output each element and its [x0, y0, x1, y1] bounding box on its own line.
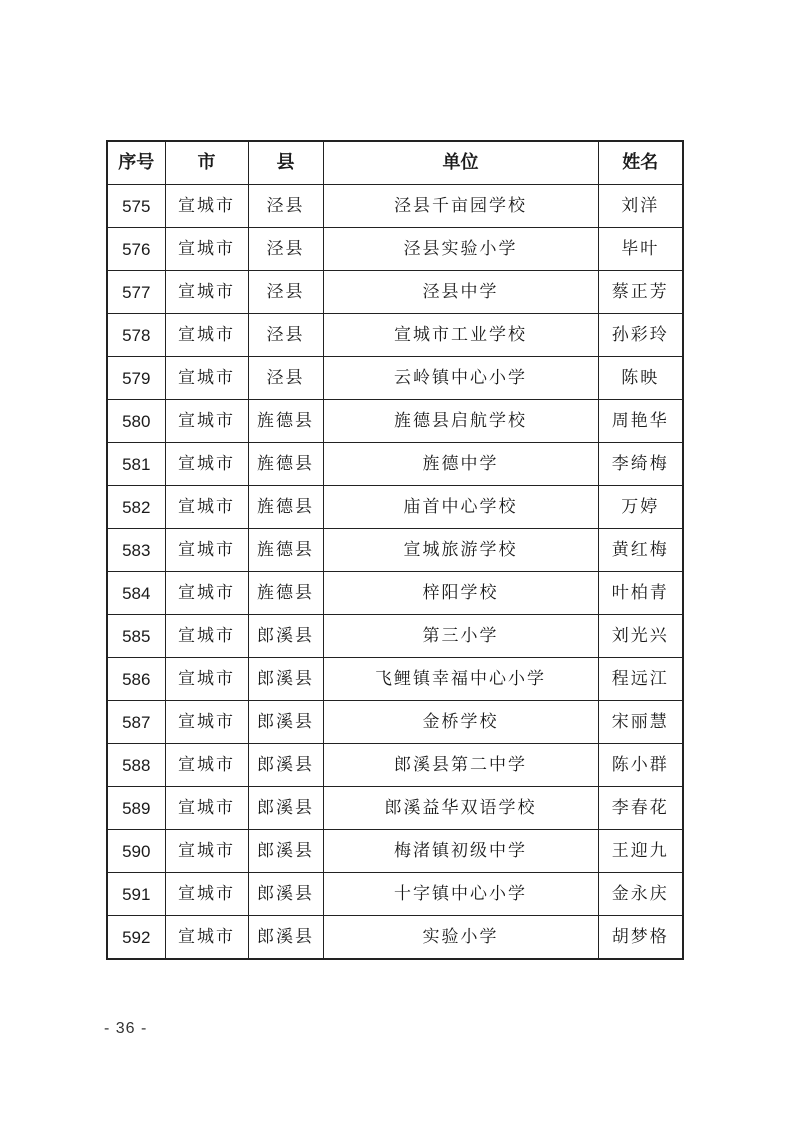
- cell-name: 王迎九: [598, 830, 683, 873]
- cell-serial-number: 588: [107, 744, 165, 787]
- table-row: [107, 658, 683, 701]
- table-header: [107, 141, 683, 185]
- cell-serial-number: 585: [107, 615, 165, 658]
- cell-organization: 梅渚镇初级中学: [323, 830, 598, 873]
- cell-serial-number: 576: [107, 228, 165, 271]
- cell-city: 宣城市: [165, 400, 248, 443]
- cell-serial-number: 580: [107, 400, 165, 443]
- cell-county: 郎溪县: [248, 701, 323, 744]
- cell-name: 陈小群: [598, 744, 683, 787]
- cell-name: 刘洋: [598, 185, 683, 228]
- cell-name: 宋丽慧: [598, 701, 683, 744]
- cell-city: 宣城市: [165, 658, 248, 701]
- table-row: [107, 400, 683, 443]
- cell-organization: 郎溪县第二中学: [323, 744, 598, 787]
- header-serial-number: 序号: [107, 141, 165, 185]
- cell-county: 泾县: [248, 357, 323, 400]
- table-row: [107, 529, 683, 572]
- cell-city: 宣城市: [165, 443, 248, 486]
- cell-city: 宣城市: [165, 873, 248, 916]
- cell-county: 郎溪县: [248, 615, 323, 658]
- cell-serial-number: 578: [107, 314, 165, 357]
- cell-city: 宣城市: [165, 486, 248, 529]
- cell-serial-number: 581: [107, 443, 165, 486]
- cell-county: 旌德县: [248, 529, 323, 572]
- cell-county: 泾县: [248, 228, 323, 271]
- cell-city: 宣城市: [165, 916, 248, 960]
- cell-name: 万婷: [598, 486, 683, 529]
- cell-city: 宣城市: [165, 830, 248, 873]
- header-city: 市: [165, 141, 248, 185]
- cell-serial-number: 592: [107, 916, 165, 960]
- cell-organization: 飞鲤镇幸福中心小学: [323, 658, 598, 701]
- cell-organization: 泾县中学: [323, 271, 598, 314]
- page-number: - 36 -: [104, 1020, 148, 1037]
- table-row: [107, 228, 683, 271]
- cell-serial-number: 584: [107, 572, 165, 615]
- cell-county: 泾县: [248, 271, 323, 314]
- cell-organization: 梓阳学校: [323, 572, 598, 615]
- cell-serial-number: 582: [107, 486, 165, 529]
- table-row: [107, 486, 683, 529]
- cell-serial-number: 577: [107, 271, 165, 314]
- header-county: 县: [248, 141, 323, 185]
- cell-city: 宣城市: [165, 572, 248, 615]
- table-row: [107, 830, 683, 873]
- cell-organization: 第三小学: [323, 615, 598, 658]
- cell-organization: 宣城市工业学校: [323, 314, 598, 357]
- cell-county: 郎溪县: [248, 658, 323, 701]
- cell-city: 宣城市: [165, 615, 248, 658]
- cell-organization: 泾县千亩园学校: [323, 185, 598, 228]
- cell-organization: 泾县实验小学: [323, 228, 598, 271]
- cell-organization: 郎溪益华双语学校: [323, 787, 598, 830]
- cell-county: 旌德县: [248, 486, 323, 529]
- cell-organization: 旌德中学: [323, 443, 598, 486]
- table-row: [107, 701, 683, 744]
- table-row: [107, 572, 683, 615]
- cell-city: 宣城市: [165, 787, 248, 830]
- header-organization: 单位: [323, 141, 598, 185]
- cell-county: 旌德县: [248, 443, 323, 486]
- cell-county: 泾县: [248, 185, 323, 228]
- cell-organization: 旌德县启航学校: [323, 400, 598, 443]
- cell-name: 黄红梅: [598, 529, 683, 572]
- cell-county: 郎溪县: [248, 787, 323, 830]
- cell-name: 毕叶: [598, 228, 683, 271]
- cell-county: 旌德县: [248, 572, 323, 615]
- cell-county: 郎溪县: [248, 744, 323, 787]
- cell-name: 程远江: [598, 658, 683, 701]
- cell-city: 宣城市: [165, 529, 248, 572]
- cell-city: 宣城市: [165, 314, 248, 357]
- cell-county: 郎溪县: [248, 873, 323, 916]
- cell-serial-number: 583: [107, 529, 165, 572]
- cell-city: 宣城市: [165, 744, 248, 787]
- cell-serial-number: 591: [107, 873, 165, 916]
- cell-serial-number: 575: [107, 185, 165, 228]
- cell-county: 旌德县: [248, 400, 323, 443]
- cell-city: 宣城市: [165, 185, 248, 228]
- header-row: [107, 141, 683, 185]
- cell-organization: 宣城旅游学校: [323, 529, 598, 572]
- table-body: [107, 185, 683, 960]
- cell-name: 金永庆: [598, 873, 683, 916]
- table-row: [107, 744, 683, 787]
- cell-name: 李春花: [598, 787, 683, 830]
- cell-name: 蔡正芳: [598, 271, 683, 314]
- cell-name: 刘光兴: [598, 615, 683, 658]
- cell-name: 陈映: [598, 357, 683, 400]
- cell-organization: 庙首中心学校: [323, 486, 598, 529]
- cell-serial-number: 587: [107, 701, 165, 744]
- roster-table: [106, 140, 684, 960]
- table-row: [107, 357, 683, 400]
- table-row: [107, 787, 683, 830]
- table-row: [107, 271, 683, 314]
- cell-serial-number: 586: [107, 658, 165, 701]
- table-row: [107, 873, 683, 916]
- cell-city: 宣城市: [165, 357, 248, 400]
- cell-organization: 十字镇中心小学: [323, 873, 598, 916]
- cell-name: 孙彩玲: [598, 314, 683, 357]
- table-row: [107, 314, 683, 357]
- cell-city: 宣城市: [165, 271, 248, 314]
- cell-organization: 云岭镇中心小学: [323, 357, 598, 400]
- cell-county: 泾县: [248, 314, 323, 357]
- table-row: [107, 916, 683, 960]
- cell-county: 郎溪县: [248, 830, 323, 873]
- cell-serial-number: 579: [107, 357, 165, 400]
- cell-name: 胡梦格: [598, 916, 683, 960]
- table-row: [107, 615, 683, 658]
- cell-organization: 金桥学校: [323, 701, 598, 744]
- cell-serial-number: 590: [107, 830, 165, 873]
- cell-organization: 实验小学: [323, 916, 598, 960]
- cell-city: 宣城市: [165, 701, 248, 744]
- header-name: 姓名: [598, 141, 683, 185]
- table-row: [107, 185, 683, 228]
- cell-county: 郎溪县: [248, 916, 323, 960]
- table-row: [107, 443, 683, 486]
- cell-name: 李绮梅: [598, 443, 683, 486]
- cell-city: 宣城市: [165, 228, 248, 271]
- cell-name: 叶柏青: [598, 572, 683, 615]
- cell-serial-number: 589: [107, 787, 165, 830]
- cell-name: 周艳华: [598, 400, 683, 443]
